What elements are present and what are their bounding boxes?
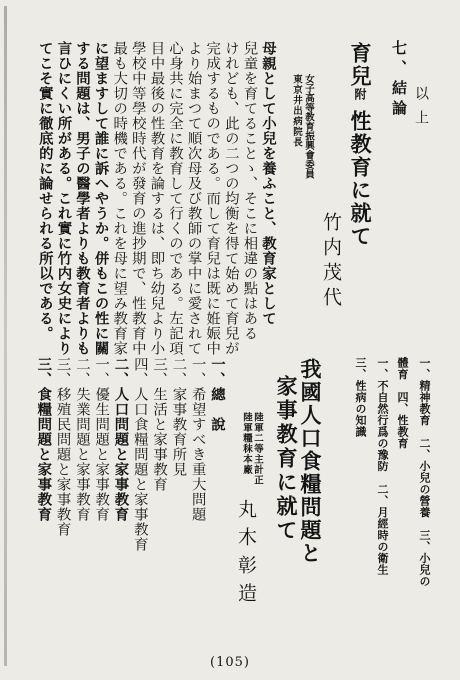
body-text-line: 完成するものである。而して育兒は既に姙娠中: [204, 41, 221, 356]
toc-line: 一、總 說: [209, 357, 226, 432]
body-text-line: 言ひにくい所がある。これ實に竹内女史により: [55, 41, 73, 356]
body-text-line: 心身共に完全に教育して行くのである。左記項: [167, 41, 183, 356]
toc-line: 體育 四、性教育: [396, 357, 409, 449]
body-text-line: 學校中等學校時代が發育の進抄期で、性教育中: [129, 41, 146, 356]
article3-author: 丸木彰造: [235, 499, 257, 611]
body-text-line: けれども、此の二つの均衡を得て始めて育兒が: [222, 41, 239, 356]
body-text-line: に望ますして誰に訴へやうか。併もこの性に關: [92, 41, 110, 356]
toc-line: 四、人口食糧問題と家事教育: [131, 357, 148, 552]
article3-title-line2: 家事教育に就て: [274, 375, 299, 543]
article2-author: 竹内茂代: [320, 212, 342, 312]
article2-title-main: 育兒: [348, 42, 373, 88]
body-text-line: 兒童を育てることゝ、そこに相違の點はある: [241, 41, 258, 341]
body-text-line: 目中最後の性教育を論するは、即ち幼兒より小: [148, 41, 165, 356]
article3-affiliation-2: 陸軍二等主計正: [252, 412, 263, 486]
toc-line: 二、人口問題と家事教育: [112, 357, 130, 522]
article3-affiliation-1: 陸軍糧秣本廠: [241, 412, 252, 475]
toc-line: 一、優生問題と家事教育: [93, 357, 110, 522]
article2-affiliation-1: 東京井出病院長: [291, 74, 302, 148]
toc-line: 二、家事教育所見: [170, 357, 187, 477]
toc-line: 一、希望すべき重大問題: [189, 357, 206, 522]
article3-title-line1: 我國人口食糧問題と: [298, 358, 323, 565]
toc-line: 三、食糧問題と家事教育: [35, 357, 53, 522]
toc-line: 二、失業問題と家事教育: [73, 357, 90, 522]
article2-affiliation-2: 女子高等教育振興會委員: [303, 74, 314, 179]
toc-line: 一、不自然行爲の豫防 二、月經時の衛生: [376, 357, 389, 576]
article2-title: [350, 42, 371, 248]
end-mark: 以上: [413, 86, 429, 134]
toc-line: 三、生活と家事教育: [151, 357, 168, 492]
body-text-line: 母親として小兒を養ふこと、教育家として: [260, 41, 277, 326]
body-text-line: する問題は、男子の醫學者よりも教育者よりも: [74, 41, 91, 356]
toc-line: 三、性病の知識: [354, 357, 367, 438]
page-number: (105): [210, 655, 250, 670]
article2-title-rest: 性教育に就て: [348, 110, 373, 248]
body-text-line: 最も大切の時機である。これを母に望み教育家: [111, 41, 128, 356]
body-text-line: より始まつて順次母及び教師の掌中に愛されて: [185, 41, 202, 356]
article2-title-suffix: 附: [353, 88, 367, 100]
scan-shadow: [4, 6, 7, 666]
toc-line: 三、移殖民問題と家事教育: [54, 357, 71, 537]
body-text-line: てこそ實に徹底的に論せられる所以である。: [36, 41, 54, 341]
section-heading-conclusion: 七、結論: [390, 40, 408, 120]
toc-line: 一、精神教育 二、小兒の營養 三、小兒の: [418, 357, 431, 587]
